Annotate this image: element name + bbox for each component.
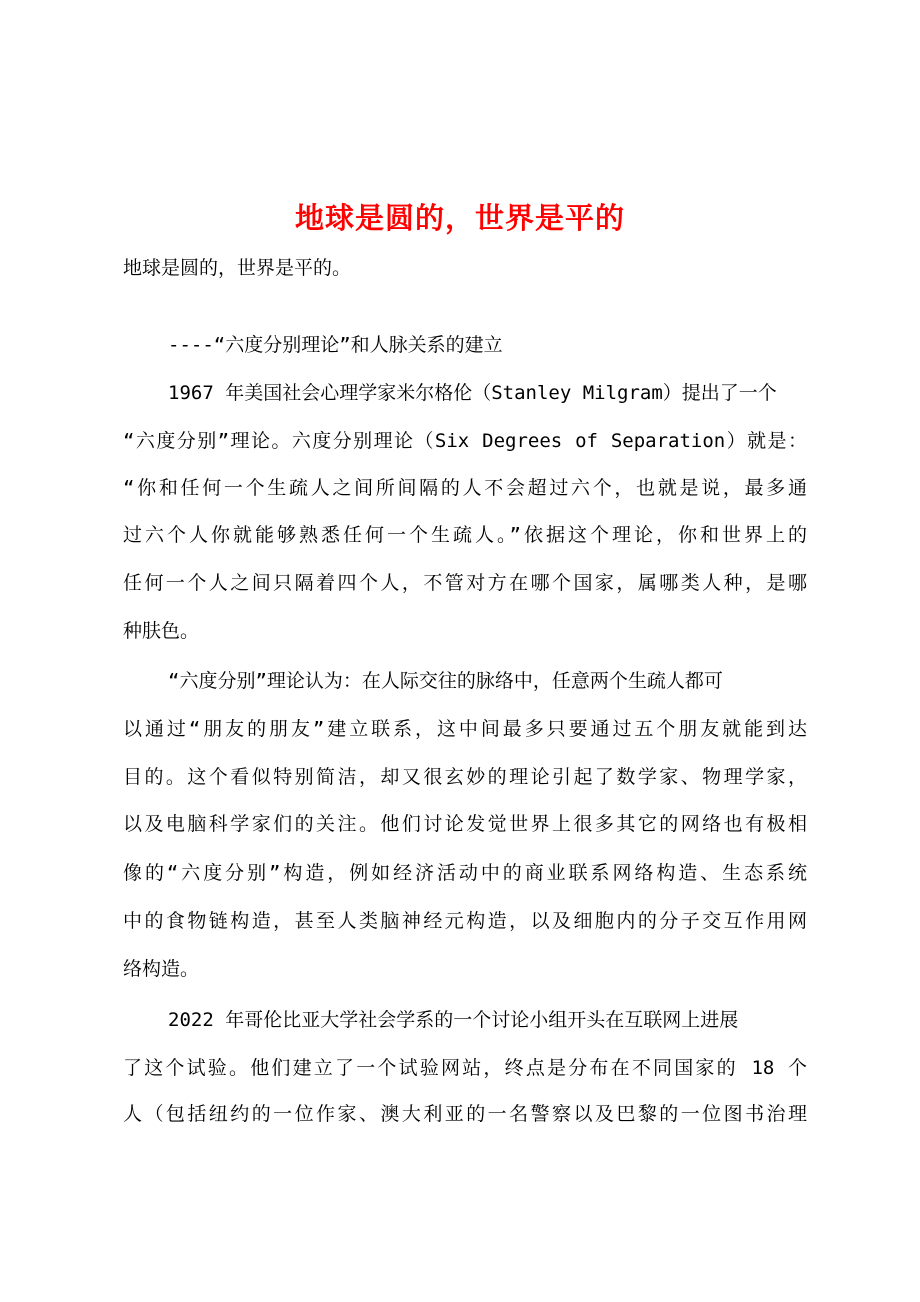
paragraph-line: 像的“六度分别”构造，例如经济活动中的商业联系网络构造、生态系统	[123, 862, 807, 884]
paragraph-line: 以及电脑科学家们的关注。他们讨论发觉世界上很多其它的网络也有极相	[123, 813, 807, 835]
paragraph-line: 2022 年哥伦比亚大学社会学系的一个讨论小组开头在互联网上进展	[168, 1009, 739, 1031]
paragraph-line: “六度分别”理论认为：在人际交往的脉络中，任意两个生疏人都可	[168, 670, 723, 692]
paragraph-line: 了这个试验。他们建立了一个试验网站，终点是分布在不同国家的 18 个	[123, 1057, 807, 1079]
paragraph-line: 以通过“朋友的朋友”建立联系，这中间最多只要通过五个朋友就能到达	[123, 718, 807, 740]
paragraph-line: “你和任何一个生疏人之间所间隔的人不会超过六个，也就是说，最多通	[123, 477, 807, 499]
paragraph-line: 1967 年美国社会心理学家米尔格伦（Stanley Milgram）提出了一个	[168, 382, 777, 404]
paragraph-line: 任何一个人之间只隔着四个人，不管对方在哪个国家，属哪类人种，是哪	[123, 572, 807, 594]
paragraph-line: 络构造。	[123, 958, 200, 980]
document-title: 地球是圆的，世界是平的	[294, 201, 625, 235]
paragraph-line: 中的食物链构造，甚至人类脑神经元构造，以及细胞内的分子交互作用网	[123, 910, 807, 932]
paragraph-line: 地球是圆的，世界是平的。	[123, 257, 352, 279]
paragraph-line: 目的。这个看似特别简洁，却又很玄妙的理论引起了数学家、物理学家，	[123, 766, 807, 788]
paragraph-line: ----“六度分别理论”和人脉关系的建立	[168, 334, 503, 356]
paragraph-line: 种肤色。	[123, 620, 200, 642]
paragraph-line: 人（包括纽约的一位作家、澳大利亚的一名警察以及巴黎的一位图书治理	[123, 1103, 807, 1125]
paragraph-line: “六度分别”理论。六度分别理论（Six Degrees of Separation）就是：	[123, 430, 807, 452]
paragraph-line: 过六个人你就能够熟悉任何一个生疏人。”依据这个理论，你和世界上的	[123, 524, 807, 546]
